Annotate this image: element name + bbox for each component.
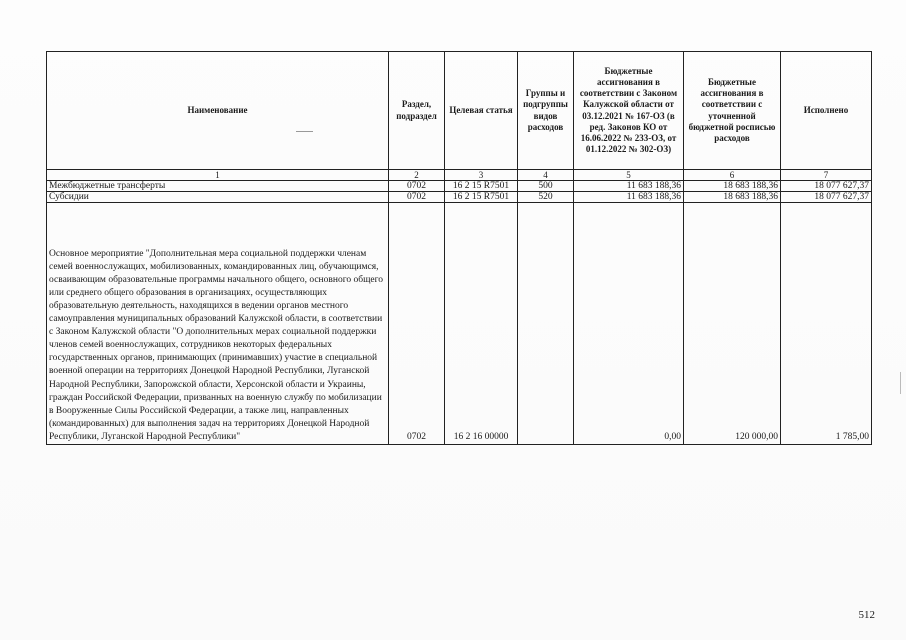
header-target-article: Целевая статья [445, 52, 518, 170]
row-name: Межбюджетные трансферты [47, 181, 389, 192]
page-number: 512 [858, 609, 875, 621]
row-allocations-law: 11 683 188,36 [574, 192, 684, 203]
header-name: Наименование [47, 52, 389, 170]
scan-artifact [900, 372, 901, 394]
row-section: 0702 [389, 181, 445, 192]
row-executed: 18 077 627,37 [781, 181, 872, 192]
row-allocations-refined: 18 683 188,36 [684, 181, 781, 192]
row-section: 0702 [389, 192, 445, 203]
scan-artifact [296, 131, 313, 132]
column-number: 1 [47, 170, 389, 181]
row-group [518, 203, 574, 445]
row-name: Субсидии [47, 192, 389, 203]
row-target: 16 2 15 R7501 [445, 181, 518, 192]
header-section: Раздел, подраздел [389, 52, 445, 170]
row-group: 520 [518, 192, 574, 203]
row-group: 500 [518, 181, 574, 192]
header-allocations-refined: Бюджетные ассигнования в соответствии с уточненной бюджетной росписью расходов [684, 52, 781, 170]
table-row [47, 203, 872, 445]
column-number: 6 [684, 170, 781, 181]
row-allocations-law: 11 683 188,36 [574, 181, 684, 192]
row-target: 16 2 15 R7501 [445, 192, 518, 203]
row-executed: 1 785,00 [781, 203, 872, 445]
row-allocations-law: 0,00 [574, 203, 684, 445]
row-target: 16 2 16 00000 [445, 203, 518, 445]
table-row [47, 192, 872, 203]
row-name: Основное мероприятие "Дополнительная мера социальной поддержки членам семей военнослужащих, мобилизованных, командированных лиц, обучающимся, осваивающим образовательные программы начального общего, основного общего или среднего общего образования в организациях, осуществляющих образовательную деятельность, находящихся в ведении органов местного самоуправления муниципальных образований Калужской области, в соответствии с Законом Калужской области "О дополнительных мерах социальной поддержки членов семей военнослужащих, сотрудников некоторых федеральных государственных органов, принимающих (принимавших) участие в специальной военной операции на территориях Донецкой Народной Республики, Луганской Народной Республики, Запорожской области, Херсонской области и Украины, граждан Российской Федерации, призванных на военную службу по мобилизации в Вооруженные Силы Российской Федерации, а также лиц, направленных (командированных) для выполнения задач на территориях Донецкой Народной Республики, Луганской Народной Республики" [47, 203, 389, 445]
header-row [47, 52, 872, 170]
row-section: 0702 [389, 203, 445, 445]
row-allocations-refined: 120 000,00 [684, 203, 781, 445]
column-number: 2 [389, 170, 445, 181]
header-expense-groups: Группы и подгруппы видов расходов [518, 52, 574, 170]
column-number: 7 [781, 170, 872, 181]
budget-table [46, 51, 872, 445]
row-executed: 18 077 627,37 [781, 192, 872, 203]
header-allocations-law: Бюджетные ассигнования в соответствии с Законом Калужской области от 03.12.2021 № 167-ОЗ (в ред. Законов КО от 16.06.2022 № 233-ОЗ, от 01.12.2022 № 302-ОЗ) [574, 52, 684, 170]
column-number-row [47, 170, 872, 181]
table-row [47, 181, 872, 192]
column-number: 4 [518, 170, 574, 181]
column-number: 3 [445, 170, 518, 181]
row-allocations-refined: 18 683 188,36 [684, 192, 781, 203]
column-number: 5 [574, 170, 684, 181]
header-executed: Исполнено [781, 52, 872, 170]
